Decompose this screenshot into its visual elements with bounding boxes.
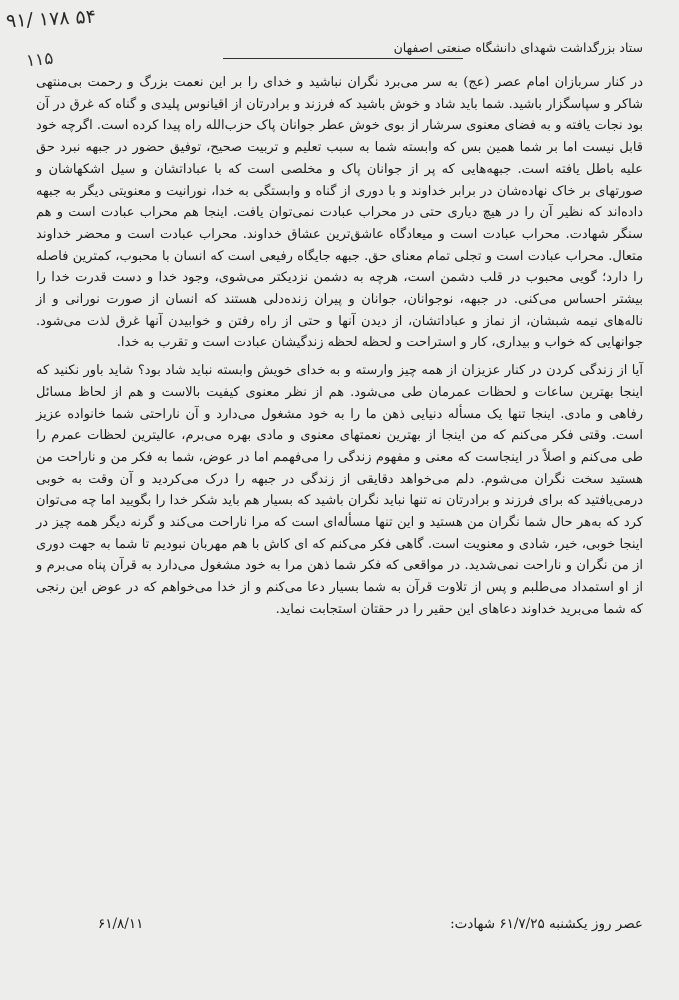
- letterhead-underline: [223, 58, 463, 59]
- letter-body: [36, 72, 643, 621]
- signature-date-text: عصر روز یکشنبه ۶۱/۷/۲۵ شهادت:: [450, 916, 643, 932]
- letter-paragraph-2: آیا از زندگی کردن در کنار عزیزان از همه چیز وارسته و به خدای خویش وابسته نباید شاد بود؟ شاید باور نکنید که اینجا بهترین ساعات و لحظات عمرمان طی می‌شود. هم از نظر معنوی کیفیت بالاست و هم از لحاظ مسائل رفاهی و مادی. اینجا تنها یک مسأله دنیایی ذهن ما را به خود مشغول می‌دارد و آن ناراحتی شما خانواده عزیز است. وقتی فکر می‌کنم که من اینجا از بهترین نعمتهای معنوی و مادی بهره می‌برم، عالیترین لحظات عمرم را طی می‌کنم و اصلاً در اینجاست که معنی و مفهوم زندگی را می‌فهمم اما در عوض، شما به فکر من و ناراحت من هستید سخت نگران می‌شوم. دلم می‌خواهد دقایقی از زندگی در جبهه را درک می‌کردید و آن وقت به خوبی درمی‌یافتید که برای فرزند و برادرتان نه تنها نباید نگران باشید که بسیار هم باید شکر خدا را بگویید اما چه می‌توان کرد که به‌هر حال شما نگران من هستید و این تنها مسأله‌ای است که مرا ناراحت می‌کند و گرنه دیگر همه چیز در اینجا خوبی، خیر، شادی و معنویت است. گاهی فکر می‌کنم که ای کاش با هم مهربان نبودیم تا شما به جهت دوری از من نگران و ناراحت نمی‌شدید. در مواقعی که فکر شما ذهن مرا به خود مشغول می‌دارد به قرآن پناه می‌برم و از او استمداد می‌طلبم و پس از تلاوت قرآن به شما بسیار دعا می‌کنم و از خدا می‌خواهم که در عوض این رنجی که شما می‌برید خداوند دعاهای این حقیر را در حقتان استجابت نماید.: [36, 363, 643, 617]
- handwritten-page-number: ۱۱۵: [25, 48, 55, 72]
- martyrdom-date: ۶۱/۸/۱۱: [98, 916, 144, 932]
- letterhead-title: ستاد بزرگداشت شهدای دانشگاه صنعتی اصفهان: [393, 40, 643, 55]
- letter-signature-line: [36, 916, 643, 932]
- handwritten-document-number: ۹۱/ ۱۷۸ ۵۴: [5, 5, 97, 33]
- letter-paragraph-1: در کنار سربازان امام عصر (عج) به سر می‌برد نگران نباشید و خدای را بر این نعمت بزرگ و رحمت بی‌منتهی شاکر و سپاسگزار باشید. شما باید شاد و خوش باشید که فرزند و برادرتان از اقیانوس پلیدی و گناه که غرق در آن بود نجات یافته و به فضای معنوی سرشار از بوی خوش عطر جوانان پاک حزب‌الله راه پیدا کرده است. اگرچه خود قابل نیست اما بر شما همین بس که وابسته شما به سبب تعلیم و تربیت صحیح، توفیق حضور در جبهه نبرد حق علیه باطل یافته است. جبهه‌هایی که پر از جوانان پاک و مخلصی است که با عباداتشان و سیل اشکهاشان و صورتهای بر خاک نهاده‌شان در برابر خداوند و با دوری از گناه و وابستگی به خدا، نورانیت و معنویتی دیگر به جبهه داده‌اند که نظیر آن را در هیچ دیاری حتی در محراب عبادت نمی‌توان یافت. اینجا هم محراب عبادت است و هم سنگر شهادت. محراب عبادت است و میعادگاه عاشق‌ترین عشاق خداوند. محراب عبادت است و محضر خداوند متعال. محراب عبادت است و تجلی تمام معنای حق. جبهه جایگاه رفیعی است که انسان با محبوب، کمترین فاصله را دارد؛ گویی محبوب در قلب دشمن است، هرچه به دشمن نزدیکتر می‌شوی، وجود خدا و دست قدرت خدا را بیشتر احساس می‌کنی. در جبهه، نوجوانان، جوانان و پیران زنده‌دلی هستند که انسان از صورت نورانی و از ناله‌های نیمه شبشان، از نماز و عباداتشان، از دیدن آنها و حتی از راه رفتن و خوابیدن آنها غرق لذت می‌شود. جوانهایی که خواب و بیداری، کار و استراحت و لحظه لحظه زندگیشان عبادت است و تقرب به خدا.: [36, 75, 643, 351]
- letterhead: [223, 40, 643, 64]
